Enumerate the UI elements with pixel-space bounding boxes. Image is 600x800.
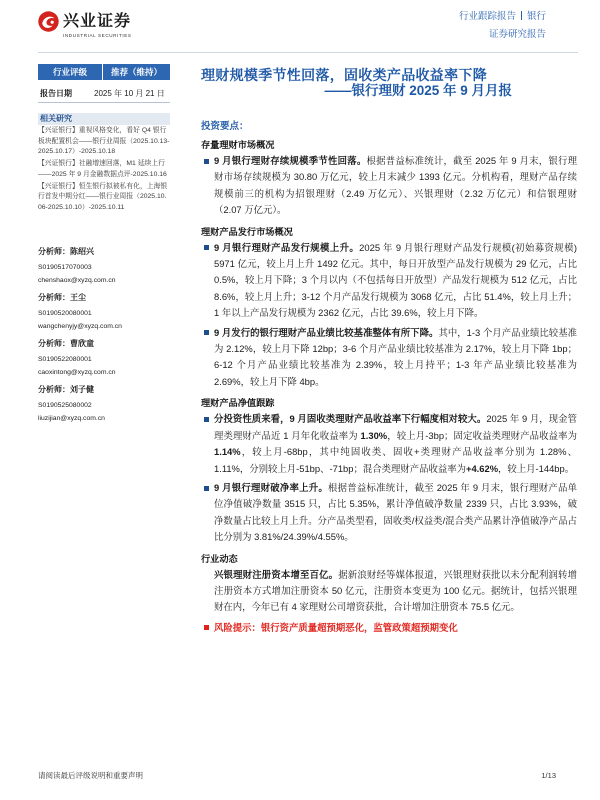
related-research-item: 【兴证银行】社融增速回落，M1 延续上行——2025 年 9 月金融数据点评-2025.10.16 xyxy=(38,160,167,178)
bullet-body-part: ，较上月-144bp。 xyxy=(498,462,575,474)
bullet-body: 其中，1-3 个月产品业绩比较基准为 2.12%，较上月下降 12bp；3-6 个月产品业绩比较基准为 2.17%，较上月下降 1bp；6-12 个月产品业绩比较基准为 2.39%，较上月持平；1-3 年产品业绩比较基准为 2.69%，较上月下降 4bp。 xyxy=(214,326,578,387)
logo-mark-icon xyxy=(38,11,59,32)
analyst-list xyxy=(38,246,170,425)
bullet-item xyxy=(201,153,577,219)
rating-label: 行业评级 xyxy=(38,64,102,80)
related-research-item: 【兴证银行】重视风格变化，看好 Q4 银行板块配置机会——银行业周报（2025.10.13-2025.10.17）-2025.10.18 xyxy=(38,127,170,156)
analyst-email: caoxintong@xyzq.com.cn xyxy=(38,368,116,376)
bullet-square-icon xyxy=(204,245,209,250)
bullet-body: 根据普益标准统计，截至 2025 年 9 月末，银行理财市场存续规模为 30.80 万亿元，较上月末减少 1393 亿元。分机构看，理财产品存续规模前三的机构为招银理财（2.49 万亿元）、兴银理财（2.32 万亿元）和信银理财（2.07 万亿元）。 xyxy=(214,155,577,216)
date-value: 2025 年 10 月 21 日 xyxy=(94,89,165,98)
bullet-lead: 9 月发行的银行理财产品业绩比较基准整体有所下降。 xyxy=(214,326,439,338)
logo-text: 兴业证券 xyxy=(63,11,132,30)
analyst-name: 分析师：王尘 xyxy=(38,292,86,302)
bullet-lead: 9 月银行理财破净率上升。 xyxy=(214,481,328,493)
rating-value: 推荐（维持） xyxy=(103,64,170,80)
news-lead: 兴银理财注册资本增至百亿。 xyxy=(214,568,339,580)
bullet-square-icon xyxy=(204,625,209,630)
related-research-item: 【兴证银行】恒生银行拟被私有化，上海银行首发中期分红——银行业周报（2025.10.06-2025.10.10）-2025.10.11 xyxy=(38,182,168,211)
report-type: 行业跟踪报告 xyxy=(458,11,516,22)
page-subtitle: ——银行理财 2025 年 9 月月报 xyxy=(324,83,512,98)
bullet-body-part: ，较上月-3bp；固定收益类理财产品收益率为 xyxy=(387,429,578,441)
industry-news-paragraph xyxy=(201,567,577,616)
section-heading: 理财产品净值跟踪 xyxy=(201,398,275,409)
analyst-email: chenshaox@xyzq.com.cn xyxy=(38,276,116,284)
risk-warning-text: 风险提示：银行资产质量超预期恶化，监管政策超预期变化 xyxy=(214,621,458,633)
section-heading: 行业动态 xyxy=(201,553,238,564)
key-points-label: 投资要点： xyxy=(201,121,249,132)
bullet-item xyxy=(201,480,577,546)
report-date-row xyxy=(38,87,170,103)
bullet-item xyxy=(201,240,577,322)
related-research-title: 相关研究 xyxy=(38,113,170,125)
header-divider xyxy=(521,11,522,20)
bullet-square-icon xyxy=(204,486,209,491)
date-label: 报告日期 xyxy=(40,89,72,98)
title-block xyxy=(201,67,512,99)
analyst-code: S0190520080001 xyxy=(38,309,92,317)
logo-subtext: INDUSTRIAL SECURITIES xyxy=(63,33,132,38)
page-title: 理财规模季节性回落，固收类产品收益率下降 xyxy=(201,67,487,83)
company-logo xyxy=(38,10,150,46)
bullet-body-part: ，较上月-68bp，其中纯固收类、固收+类理财产品收益率分别为 1.28%、1.11%，分别较上月-51bp、-71bp；混合类理财产品收益率为 xyxy=(214,446,577,474)
analyst-name: 分析师：刘子健 xyxy=(38,384,94,394)
news-body: 据新浪财经等媒体报道，兴银理财获批以未分配利润转增注册资本方式增加注册资本 50 亿元，注册资本变更为 100 亿元。据统计，包括兴银理财在内，今年已有 4 家理财公司增资获批，合计增加注册资本 75.5 亿元。 xyxy=(214,568,577,613)
risk-warning xyxy=(201,620,577,636)
bullet-highlight-number: 1.30% xyxy=(360,429,388,441)
sector-label: 银行 xyxy=(526,11,546,22)
related-research-list xyxy=(38,126,170,214)
bullet-lead: 9 月银行理财产品发行规模上升。 xyxy=(214,241,360,253)
report-type-line xyxy=(459,10,546,24)
analyst-code: S0190525080002 xyxy=(38,401,92,409)
bullet-square-icon xyxy=(204,417,209,422)
bullet-highlight-number: +4.62% xyxy=(465,462,499,474)
sidebar xyxy=(38,64,170,430)
bullet-highlight-number: 1.14% xyxy=(214,446,241,458)
analyst-card xyxy=(38,338,170,379)
bullet-body: 根据普益标准统计，截至 2025 年 9 月末，银行理财产品单位净值破净数量 3515 只，占比 5.35%，累计净值破净数量 2339 只，占比 3.93%，破净数量占比较上月上升。分产品类型看，固收类/权益类/混合类产品累计净值破净产品占比分别为 3.81%/24.39%/4.55%。 xyxy=(214,481,577,543)
section-heading: 存量理财市场概况 xyxy=(201,140,275,150)
header-divider-line xyxy=(38,52,578,53)
analyst-name: 分析师：曹欣童 xyxy=(38,338,94,348)
analyst-email: wangchenyjy@xyzq.com.cn xyxy=(38,322,122,330)
analyst-card xyxy=(38,292,170,333)
bullet-square-icon xyxy=(204,330,209,335)
analyst-card xyxy=(38,384,170,425)
report-category: 证券研究报告 xyxy=(488,29,546,40)
bullet-lead: 分投资性质来看，9 月固收类理财产品收益率下行幅度相对较大。 xyxy=(214,413,487,425)
bullet-lead: 9 月银行理财存续规模季节性回落。 xyxy=(214,155,367,166)
page-number: 1/13 xyxy=(541,771,556,780)
footer-disclaimer: 请阅读最后评级说明和重要声明 xyxy=(38,771,143,780)
header-report-info xyxy=(459,10,546,42)
bullet-body: 2025 年 9 月银行理财产品发行规模(初始募资规模) 5971 亿元，较上月上升 1492 亿元。其中，每日开放型产品发行规模为 29 亿元，占比 0.5%，较上月下降；3 个月以内（不包括每日开放型）产品发行规模为 512 亿元，占比 8.6%，较上月上升；3-12 个月产品发行规模为 3068 亿元，占比 51.4%，较上月上升；1 年以上产品发行规模为 2362 亿元，占比 39.6%，较上月下降。 xyxy=(214,241,577,319)
bullet-square-icon xyxy=(204,159,209,164)
analyst-code: S0190522080001 xyxy=(38,355,92,363)
main-content xyxy=(201,67,577,636)
analyst-code: S0190517070003 xyxy=(38,263,92,271)
section-heading: 理财产品发行市场概况 xyxy=(201,226,293,237)
bullet-item xyxy=(201,411,577,477)
bullet-item xyxy=(201,325,577,391)
analyst-name: 分析师：陈绍兴 xyxy=(38,246,94,256)
industry-rating-bar xyxy=(38,64,170,80)
bullet-body-part: 2025 年 9 月，现金管理类理财产品近 1 月年化收益率为 xyxy=(214,413,577,441)
analyst-email: liuzijian@xyzq.com.cn xyxy=(38,414,105,422)
analyst-card xyxy=(38,246,170,287)
